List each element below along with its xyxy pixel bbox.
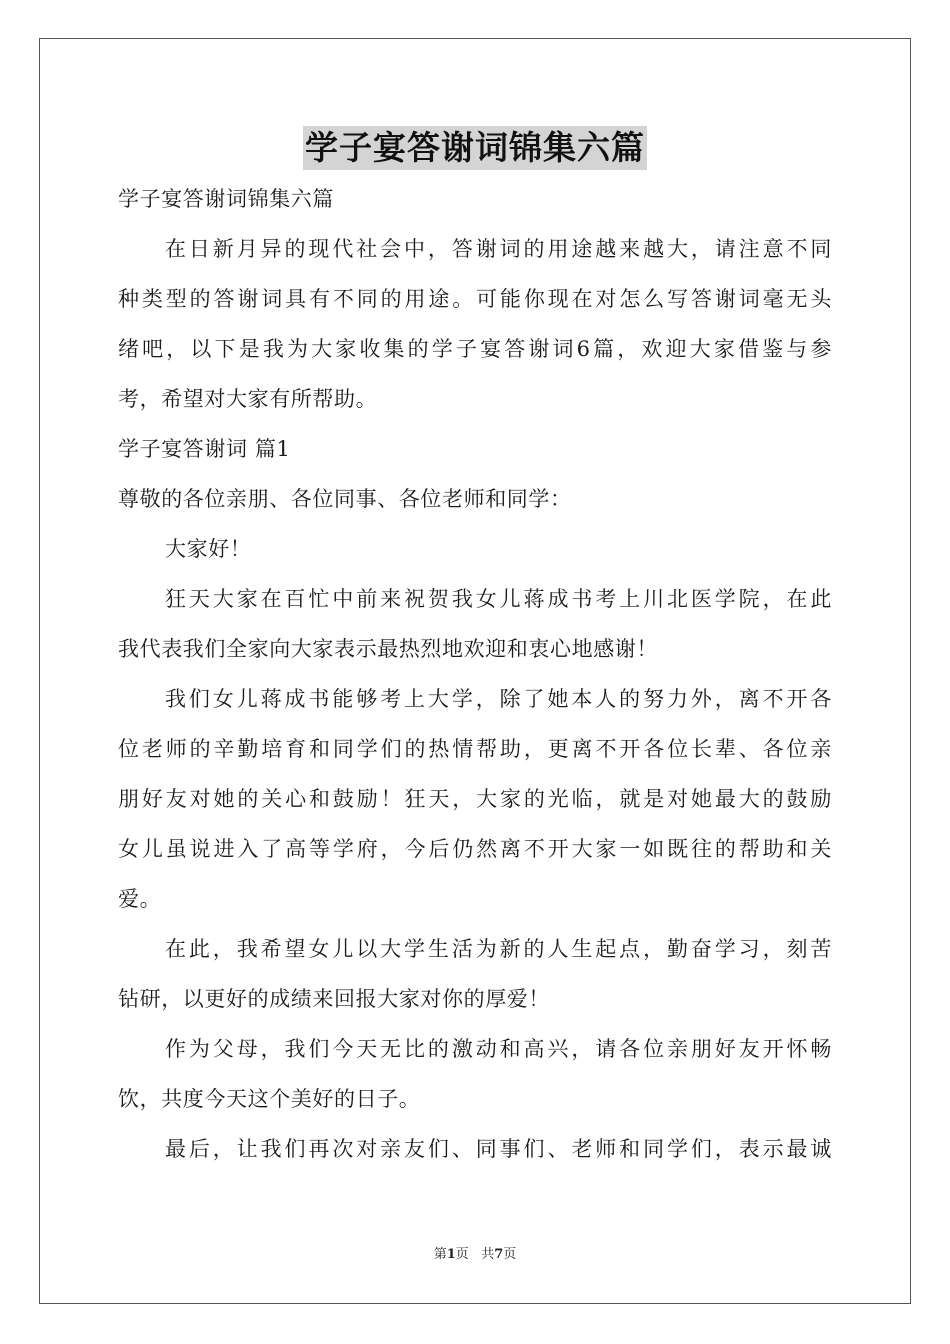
page-suffix: 页	[455, 1247, 469, 1262]
total-suffix: 页	[503, 1247, 517, 1262]
greeting-line: 大家好！	[165, 537, 252, 561]
document-title: 学子宴答谢词锦集六篇	[303, 126, 647, 170]
paragraph-line: 在此，我希望女儿以大学生活为新的人生起点，勤奋学习，刻苦	[165, 937, 832, 961]
total-prefix: 共	[481, 1247, 495, 1262]
paragraph-line: 女儿虽说进入了高等学府，今后仍然离不开大家一如既往的帮助和关	[118, 837, 832, 861]
page-prefix: 第	[433, 1247, 447, 1262]
page-footer	[0, 1246, 950, 1264]
paragraph-line: 饮，共度今天这个美好的日子。	[118, 1087, 421, 1111]
paragraph-line: 我们女儿蒋成书能够考上大学，除了她本人的努力外，离不开各	[165, 687, 832, 711]
paragraph-line: 狂天大家在百忙中前来祝贺我女儿蒋成书考上川北医学院，在此	[165, 587, 832, 611]
page-total: 7	[494, 1247, 504, 1262]
paragraph-line: 最后，让我们再次对亲友们、同事们、老师和同学们，表示最诚	[165, 1137, 832, 1161]
paragraph-line: 位老师的辛勤培育和同学们的热情帮助，更离不开各位长辈、各位亲	[118, 737, 832, 761]
subtitle-line: 学子宴答谢词锦集六篇	[118, 187, 334, 211]
page-current: 1	[446, 1247, 456, 1262]
paragraph-line: 绪吧，以下是我为大家收集的学子宴答谢词6篇，欢迎大家借鉴与参	[118, 337, 832, 361]
paragraph-line: 爱。	[118, 887, 162, 911]
paragraph-line: 考，希望对大家有所帮助。	[118, 387, 378, 411]
paragraph-line: 朋好友对她的关心和鼓励！狂天，大家的光临，就是对她最大的鼓励	[118, 787, 832, 811]
paragraph-line: 在日新月异的现代社会中，答谢词的用途越来越大，请注意不同	[165, 237, 832, 261]
salutation-line: 尊敬的各位亲朋、各位同事、各位老师和同学：	[118, 487, 572, 511]
paragraph-line: 钻研，以更好的成绩来回报大家对你的厚爱！	[118, 987, 550, 1011]
paragraph-line: 种类型的答谢词具有不同的用途。可能你现在对怎么写答谢词毫无头	[118, 287, 832, 311]
paragraph-line: 我代表我们全家向大家表示最热烈地欢迎和衷心地感谢！	[118, 637, 658, 661]
paragraph-line: 作为父母，我们今天无比的激动和高兴，请各位亲朋好友开怀畅	[165, 1037, 832, 1061]
section-heading: 学子宴答谢词 篇1	[118, 437, 291, 461]
page-border	[39, 38, 911, 1304]
title-container	[0, 126, 950, 170]
